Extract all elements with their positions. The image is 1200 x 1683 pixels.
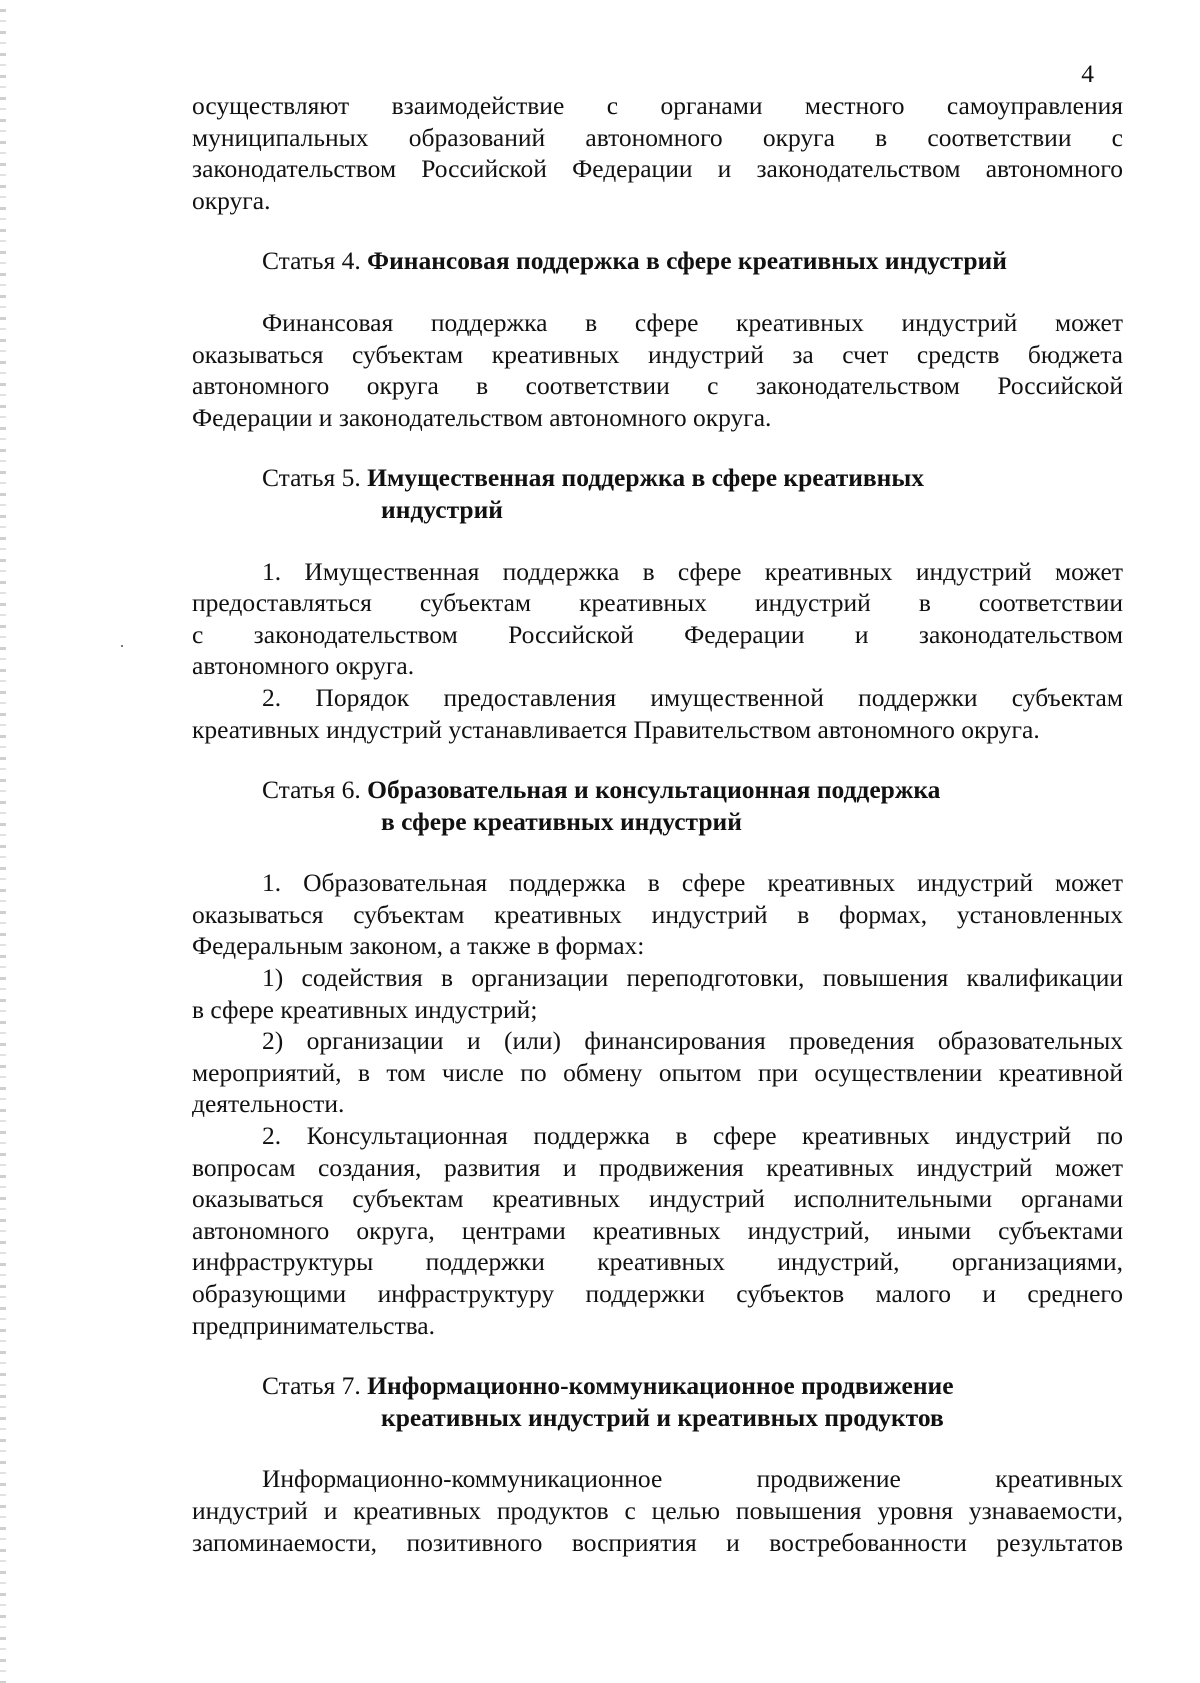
paragraph-line: с законодательством Российской Федерации и законодательством <box>192 619 1123 649</box>
article-4-title: Финансовая поддержка в сфере креативных индустрий <box>367 246 1007 276</box>
paragraph-line: законодательством Российской Федерации и законодательством автономного <box>192 154 1123 184</box>
article-5-prefix: Статья 5. <box>262 463 368 493</box>
paragraph-line: оказываться субъектам креативных индустрий за счет средств бюджета <box>192 339 1123 369</box>
article-7-title-line-2: креативных индустрий и креативных продуктов <box>381 1402 944 1432</box>
paragraph-line: 1. Образовательная поддержка в сфере креативных индустрий может <box>262 868 1123 898</box>
paragraph-line: округа. <box>192 185 271 215</box>
article-4-paragraph <box>192 307 1123 433</box>
paragraph-line: оказываться субъектам креативных индустрий в формах, установленных <box>192 899 1123 929</box>
paragraph-line: Федеральным законом, а также в формах: <box>192 931 645 961</box>
paragraph-line: образующими инфраструктуру поддержки субъектов малого и среднего <box>192 1279 1123 1308</box>
paragraph-line: 2. Консультационная поддержка в сфере креативных индустрий по <box>262 1121 1123 1151</box>
article-6-title-line-2: в сфере креативных индустрий <box>381 806 742 836</box>
list-item-line: деятельности. <box>192 1089 345 1119</box>
paragraph-line: предпринимательства. <box>192 1310 435 1340</box>
paragraph-line: оказываться субъектам креативных индустрий исполнительными органами <box>192 1184 1123 1214</box>
article-6-heading <box>192 774 1123 837</box>
paragraph-line: предоставляться субъектам креативных индустрий в соответствии <box>192 588 1123 618</box>
article-4-prefix: Статья 4. <box>262 246 368 276</box>
article-7-heading <box>192 1370 1123 1433</box>
article-5-title-line-2: индустрий <box>381 494 503 524</box>
paragraph-line: индустрий и креативных продуктов с целью повышения уровня узнаваемости, <box>192 1495 1123 1525</box>
article-6-title-line-1: Образовательная и консультационная поддержка <box>367 775 941 805</box>
paragraph-line: вопросам создания, развития и продвижения креативных индустрий может <box>192 1152 1123 1182</box>
article-5-title-line-1: Имущественная поддержка в сфере креативных <box>367 463 925 493</box>
scan-speck <box>121 645 123 647</box>
scan-edge-artifact <box>0 0 6 1683</box>
article-7-prefix: Статья 7. <box>262 1371 368 1401</box>
document-body <box>192 90 1123 1558</box>
paragraph-line: Федерации и законодательством автономного округа. <box>192 402 772 432</box>
paragraph-line: Финансовая поддержка в сфере креативных индустрий может <box>262 307 1123 337</box>
list-item-line: мероприятий, в том числе по обмену опытом при осуществлении креативной <box>192 1057 1123 1087</box>
article-5-paragraph <box>192 556 1123 746</box>
paragraph-line: автономного округа. <box>192 651 415 681</box>
article-5-heading <box>192 462 1123 525</box>
page-number: 4 <box>1081 59 1094 88</box>
article-6-prefix: Статья 6. <box>262 775 368 805</box>
paragraph-line: инфраструктуры поддержки креативных индустрий, организациями, <box>192 1247 1123 1277</box>
list-item-line: 2) организации и (или) финансирования проведения образовательных <box>262 1026 1123 1056</box>
article-4-heading <box>192 245 1123 277</box>
intro-paragraph <box>192 90 1123 216</box>
paragraph-line: запоминаемости, позитивного восприятия и востребованности результатов <box>192 1527 1123 1557</box>
paragraph-line: 1. Имущественная поддержка в сфере креативных индустрий может <box>262 556 1123 586</box>
article-6-paragraph <box>192 867 1123 1341</box>
list-item-line: 1) содействия в организации переподготовки, повышения квалификации <box>262 963 1123 993</box>
paragraph-line: осуществляют взаимодействие с органами местного самоуправления <box>192 91 1123 120</box>
paragraph-line: Информационно-коммуникационное продвижение креативных <box>262 1464 1123 1494</box>
article-7-paragraph <box>192 1463 1123 1558</box>
paragraph-line: креативных индустрий устанавливается Правительством автономного округа. <box>192 714 1040 744</box>
paragraph-line: муниципальных образований автономного округа в соответствии с <box>192 122 1123 152</box>
list-item-line: в сфере креативных индустрий; <box>192 994 538 1024</box>
paragraph-line: автономного округа в соответствии с законодательством Российской <box>192 371 1123 401</box>
paragraph-line: автономного округа, центрами креативных индустрий, иными субъектами <box>192 1215 1123 1245</box>
article-7-title-line-1: Информационно-коммуникационное продвижение <box>367 1371 954 1401</box>
paragraph-line: 2. Порядок предоставления имущественной поддержки субъектам <box>262 682 1123 712</box>
